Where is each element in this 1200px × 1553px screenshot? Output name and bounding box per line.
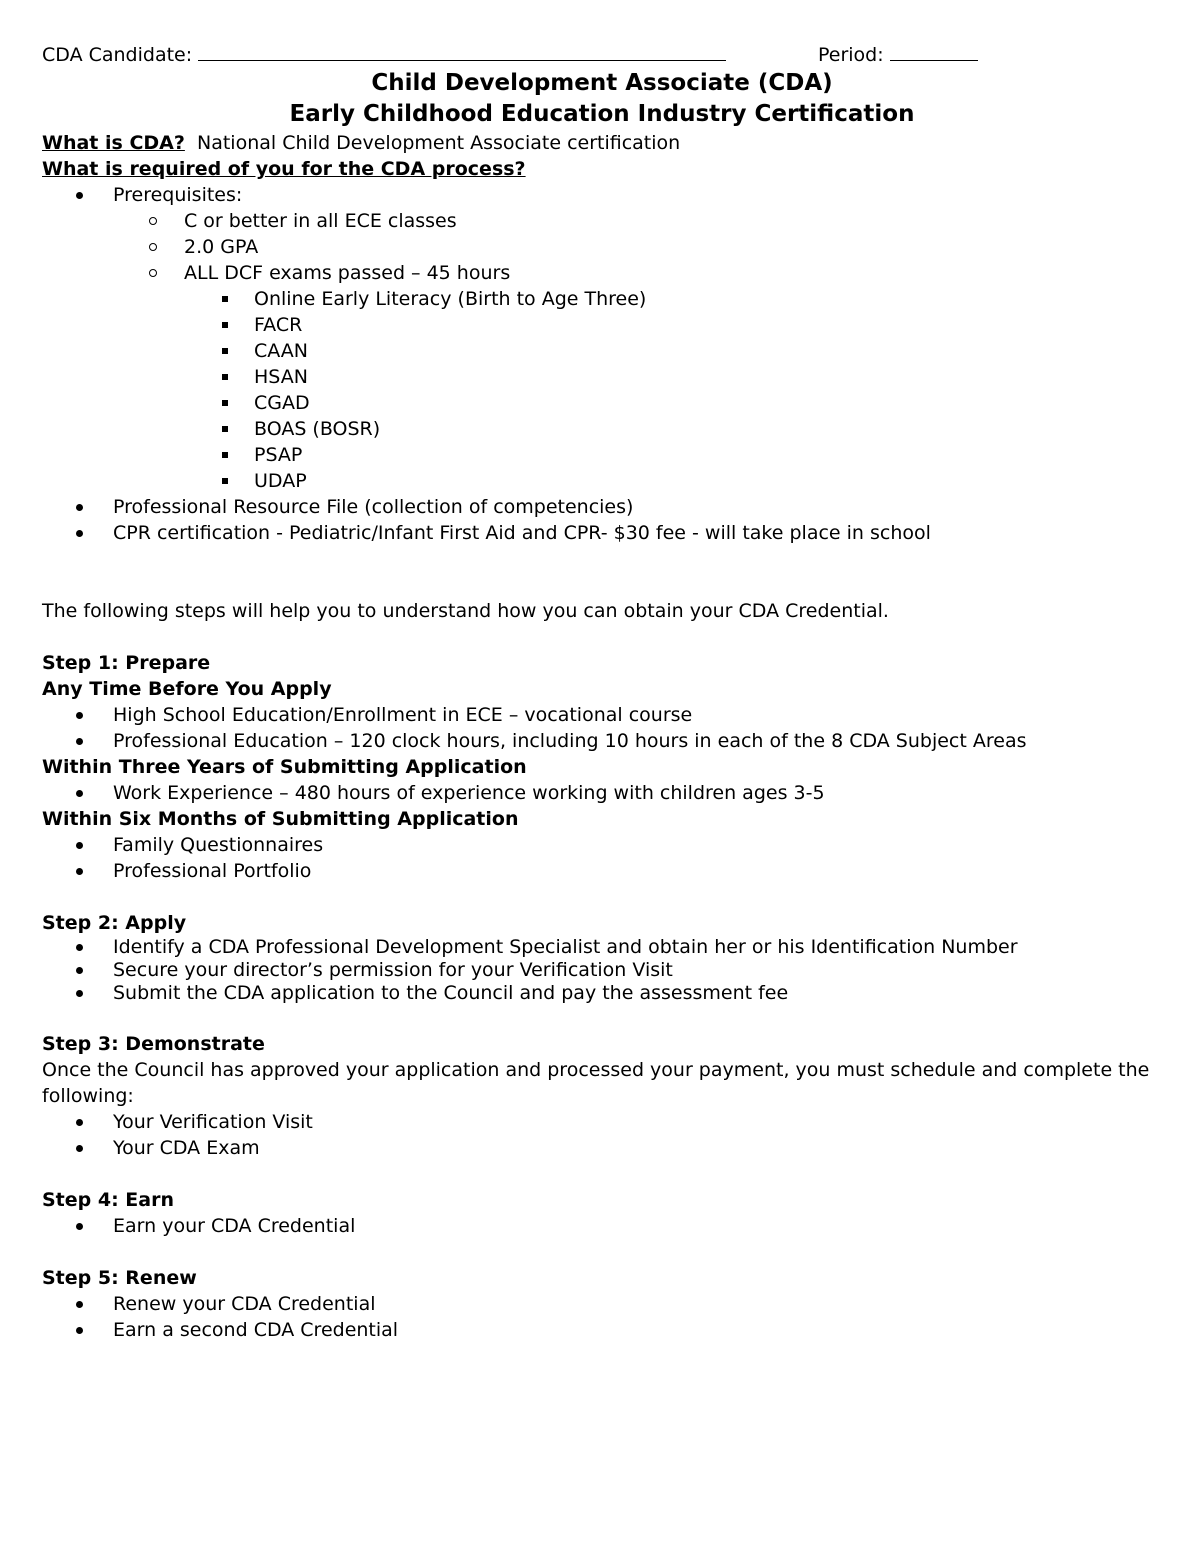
list-item: BOAS (BOSR) [42,416,1162,442]
list-item: Work Experience – 480 hours of experience working with children ages 3-5 [42,780,1162,806]
list-item: HSAN [42,364,1162,390]
list-item: High School Education/Enrollment in ECE – vocational course [42,702,1162,728]
bullet-icon [76,712,83,719]
candidate-name-blank[interactable] [198,40,726,61]
list-item: Professional Portfolio [42,858,1162,884]
step5-title: Step 5: Renew [42,1267,197,1289]
spacer [42,1161,1162,1187]
list-item: Professional Education – 120 clock hours, including 10 hours in each of the 8 CDA Subject Areas [42,728,1162,754]
requirements-list [42,182,1162,546]
bullet-icon [76,990,83,997]
step4-title: Step 4: Earn [42,1189,174,1211]
step1-list-3 [42,832,1162,884]
circle-bullet-icon [149,269,157,277]
list-item: C or better in all ECE classes [42,208,1162,234]
step1-subheading-3: Within Six Months of Submitting Application [42,808,519,830]
title-line-1: Child Development Associate (CDA) [371,70,833,96]
square-bullet-icon [222,452,228,458]
period-label: Period: [818,44,884,66]
spacer [42,546,1162,598]
header-fields [42,40,1162,68]
step3-title: Step 3: Demonstrate [42,1033,265,1055]
step3-text: Once the Council has approved your application and processed your payment, you must schedule and complete the following: [42,1059,1150,1107]
bullet-icon [76,944,83,951]
square-bullet-icon [222,322,228,328]
circle-bullet-icon [149,243,157,251]
list-item: Your CDA Exam [42,1135,1162,1161]
square-bullet-icon [222,478,228,484]
intro-text: The following steps will help you to understand how you can obtain your CDA Credential. [42,600,889,622]
square-bullet-icon [222,296,228,302]
step2-list [42,936,1162,1005]
step1-list-1 [42,702,1162,754]
step4-list [42,1213,1162,1239]
bullet-icon [76,530,83,537]
list-item [42,182,1162,208]
list-item: CGAD [42,390,1162,416]
title-line-2: Early Childhood Education Industry Certification [289,101,915,127]
spacer [42,884,1162,910]
step1-subheading-1: Any Time Before You Apply [42,678,332,700]
square-bullet-icon [222,348,228,354]
spacer [42,624,1162,650]
list-item: UDAP [42,468,1162,494]
list-item: Earn your CDA Credential [42,1213,1162,1239]
what-is-cda-answer: National Child Development Associate certification [196,132,681,154]
list-item: Your Verification Visit [42,1109,1162,1135]
bullet-icon [76,504,83,511]
bullet-icon [76,192,83,199]
bullet-icon [76,1145,83,1152]
list-item: Family Questionnaires [42,832,1162,858]
step2-title: Step 2: Apply [42,912,187,934]
bullet-icon [76,1223,83,1230]
list-item: Secure your director’s permission for your Verification Visit [42,959,1162,982]
step1-list-2 [42,780,1162,806]
list-item: CPR certification - Pediatric/Infant First Aid and CPR- $30 fee - will take place in school [42,520,1162,546]
bullet-icon [76,738,83,745]
list-item: Online Early Literacy (Birth to Age Three) [42,286,1162,312]
list-item: Professional Resource File (collection of competencies) [42,494,1162,520]
list-item: ALL DCF exams passed – 45 hours [42,260,1162,286]
document-page [42,40,1162,1343]
period-blank[interactable] [890,40,978,61]
step3-list [42,1109,1162,1161]
period-field [818,40,978,69]
requirements-question: What is required of you for the CDA process? [42,158,526,180]
bullet-icon [76,1301,83,1308]
spacer [42,1239,1162,1265]
list-item: 2.0 GPA [42,234,1162,260]
step5-list [42,1291,1162,1343]
list-item: Renew your CDA Credential [42,1291,1162,1317]
list-item: Submit the CDA application to the Council and pay the assessment fee [42,982,1162,1005]
list-item: Identify a CDA Professional Development Specialist and obtain her or his Identification Number [42,936,1162,959]
list-item: FACR [42,312,1162,338]
what-is-cda [42,130,1162,156]
square-bullet-icon [222,400,228,406]
bullet-icon [76,868,83,875]
bullet-icon [76,1119,83,1126]
bullet-icon [76,842,83,849]
bullet-icon [76,1327,83,1334]
list-item: CAAN [42,338,1162,364]
square-bullet-icon [222,374,228,380]
list-item: PSAP [42,442,1162,468]
spacer [42,1005,1162,1031]
candidate-label: CDA Candidate: [42,44,193,66]
step1-subheading-2: Within Three Years of Submitting Application [42,756,527,778]
square-bullet-icon [222,426,228,432]
bullet-icon [76,790,83,797]
bullet-icon [76,967,83,974]
circle-bullet-icon [149,217,157,225]
prerequisites-label: Prerequisites: [113,184,243,206]
list-item: Earn a second CDA Credential [42,1317,1162,1343]
step1-title: Step 1: Prepare [42,652,211,674]
what-is-cda-question: What is CDA? [42,132,185,154]
